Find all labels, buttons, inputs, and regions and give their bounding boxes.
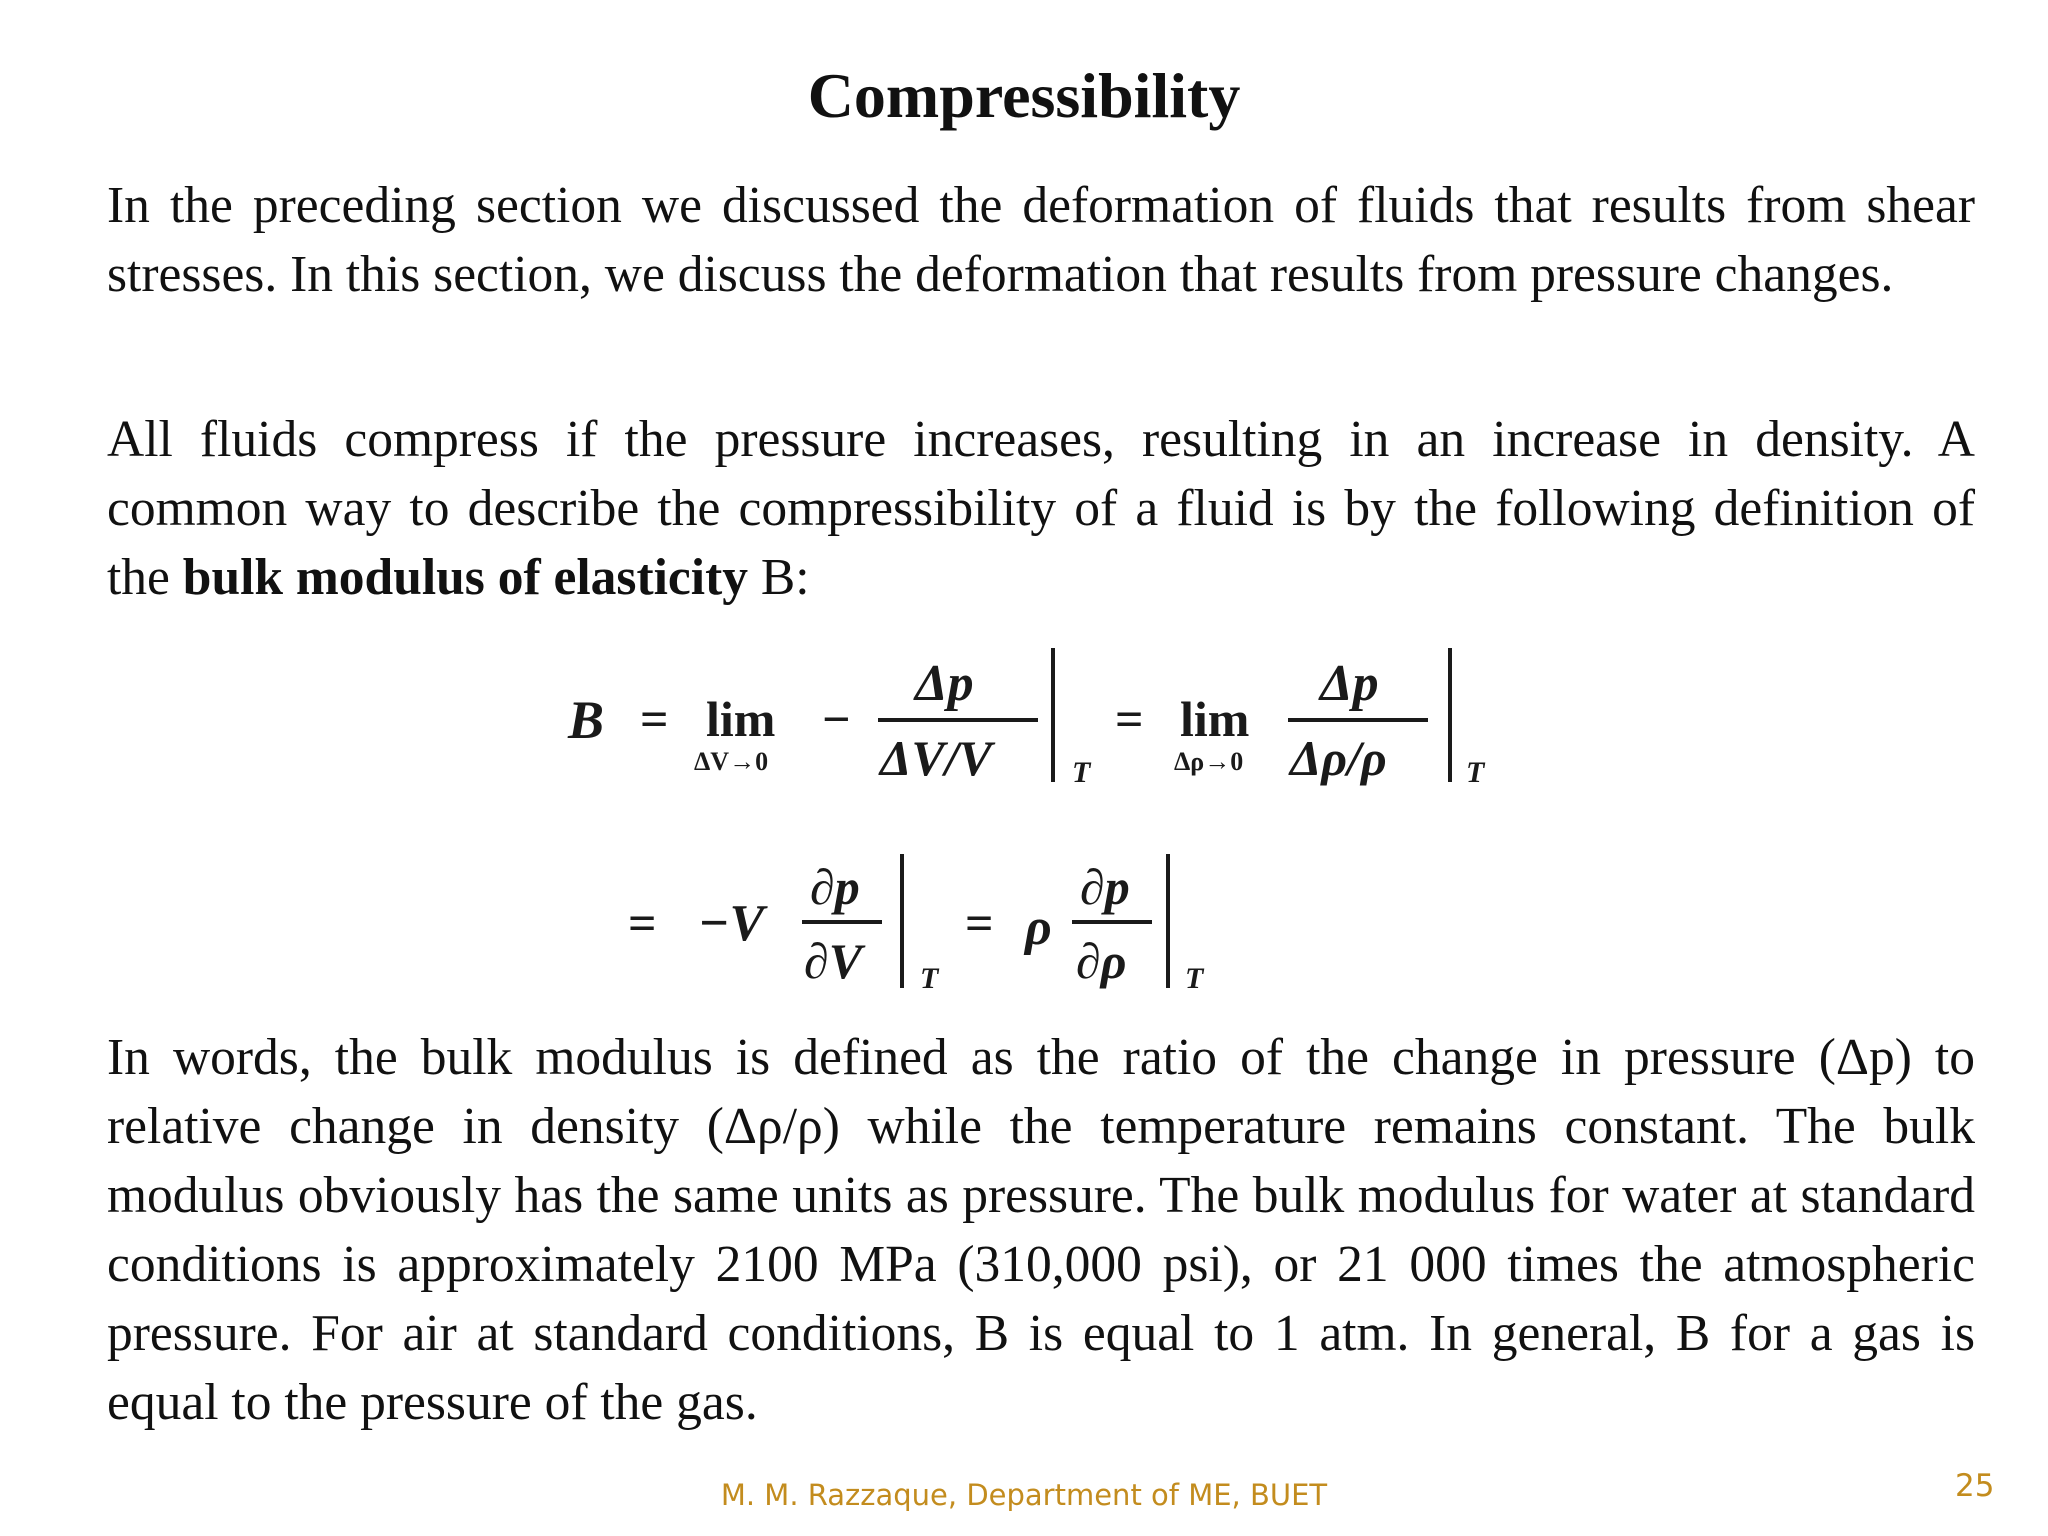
footer-author: M. M. Razzaque, Department of ME, BUET (720, 1478, 1328, 1512)
eq2-equals-2: = (965, 895, 994, 951)
page-title: Compressibility (807, 60, 1241, 131)
eq-frac2-denominator: Δρ/ρ (1290, 730, 1387, 786)
eq2-coefficient-v: −V (698, 895, 765, 952)
explanation-paragraph: In words, the bulk modulus is defined as the ratio of the change in pressure (Δp) to relative change in density (Δρ/ρ) while the temperature remains constant. The bulk modulus obviously has the same units as pressure. The bulk modulus for water at standard conditions is approximately 2100 MPa (310,000 psi), or 21 000 times the atmospheric pressure. For air at standard conditions, B is equal to 1 atm. In general, B for a gas is equal to the pressure of the gas. (107, 1029, 1975, 1431)
eq2-frac2-numerator: ∂p (1080, 859, 1130, 915)
eq-lhs-b: B (568, 690, 605, 750)
eq2-frac1-numerator: ∂p (810, 859, 860, 915)
eq2-coefficient-rho: ρ (1025, 899, 1052, 956)
eq-lim-1: lim (706, 691, 776, 747)
eq2-frac2-denominator: ∂ρ (1076, 933, 1127, 989)
eq-eval-subscript-1: T (1072, 756, 1091, 789)
definition-text-before: All fluids compress if the pressure increases, resulting in an increase in density. A common way to describe the compressibility of a fluid is by the following definition of the (107, 411, 1975, 606)
eq-minus: − (822, 691, 851, 747)
eq-frac2-numerator: Δp (1320, 655, 1379, 712)
eq2-eval-subscript-2: T (1185, 962, 1204, 995)
eq-lim-2: lim (1180, 691, 1250, 747)
eq-equals-1: = (640, 691, 669, 747)
intro-paragraph: In the preceding section we discussed the deformation of fluids that results from shear stresses. In this section, we discuss the deformation that results from pressure changes. (107, 177, 1975, 303)
eq2-frac1-denominator: ∂V (804, 933, 863, 989)
definition-paragraph (107, 405, 1975, 612)
bulk-modulus-equation-line2 (620, 850, 1240, 1010)
eq2-eval-subscript-1: T (920, 962, 939, 995)
bulk-modulus-term: bulk modulus of elasticity (182, 549, 748, 606)
eq-frac1-numerator: Δp (915, 655, 974, 712)
definition-text-after: B: (747, 549, 810, 606)
eq-lim-1-subscript: ΔV→0 (694, 747, 769, 776)
eq-eval-subscript-2: T (1466, 756, 1485, 789)
eq-equals-2: = (1115, 691, 1144, 747)
eq-frac1-denominator: ΔV/V (880, 730, 992, 786)
page-number: 25 (1955, 1468, 1995, 1504)
bulk-modulus-equation-line1 (560, 640, 1520, 820)
eq-lim-2-subscript: Δρ→0 (1174, 747, 1244, 776)
eq2-equals-1: = (628, 895, 657, 951)
